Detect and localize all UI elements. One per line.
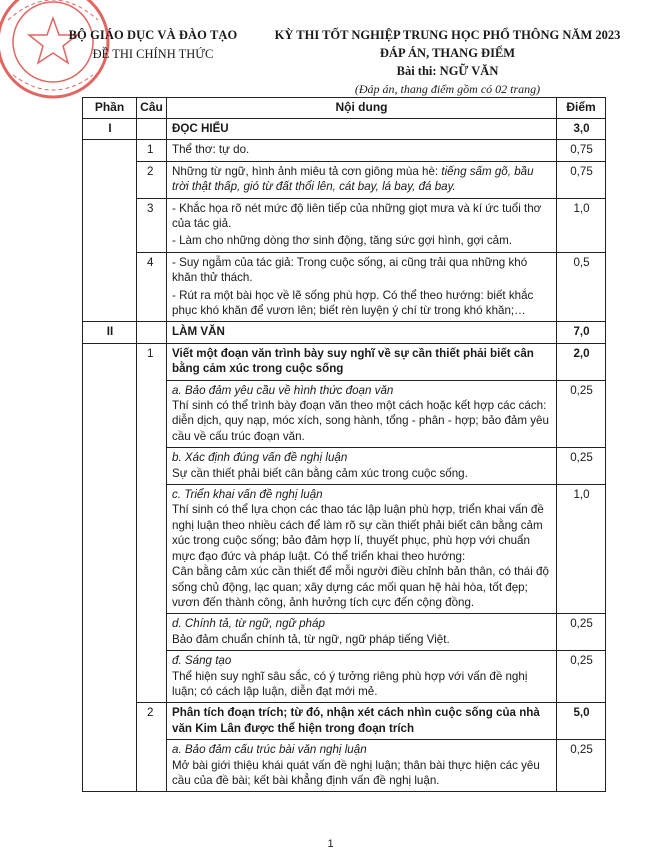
- section-score: 7,0: [557, 322, 606, 343]
- score: 0,25: [557, 380, 606, 448]
- exam-title: KỲ THI TỐT NGHIỆP TRUNG HỌC PHỔ THÔNG NĂM 2023: [274, 28, 621, 42]
- answer-text: Thể thơ: tự do.: [167, 140, 557, 161]
- answer-point: - Rút ra một bài học về lẽ sống phù hợp. Có thể theo hướng: biết khắc phục khó khăn để vươn lên; biết rèn luyện ý chí từ trong khó khăn;…: [172, 288, 534, 318]
- answer-point: - Suy ngẫm của tác giả: Trong cuộc sống, ai cũng trải qua những khó khăn thử thách.: [172, 255, 528, 285]
- section-row-reading: [83, 118, 606, 139]
- header-part: Phần: [83, 98, 137, 119]
- empty-cell: [137, 322, 167, 343]
- answer-lead: Những từ ngữ, hình ảnh miêu tả cơn giông mùa hè:: [172, 164, 442, 178]
- score: 0,25: [557, 740, 606, 792]
- table-header-row: [83, 98, 606, 119]
- answer-text: [167, 198, 557, 252]
- table-row: [83, 140, 606, 161]
- table-row: [83, 198, 606, 252]
- score: 0,75: [557, 140, 606, 161]
- criterion-heading: b. Xác định đúng vấn đề nghị luận: [172, 451, 348, 465]
- criterion: [167, 651, 557, 703]
- score: 0,25: [557, 448, 606, 485]
- table-row: [83, 703, 606, 740]
- section-title: LÀM VĂN: [167, 322, 557, 343]
- table-row: [83, 252, 606, 322]
- criterion-heading: a. Bảo đảm cấu trúc bài văn nghị luận: [172, 743, 367, 757]
- criterion-body: Bảo đảm chuẩn chính tả, từ ngữ, ngữ pháp tiếng Việt.: [172, 632, 450, 646]
- criterion: [167, 448, 557, 485]
- score: 5,0: [557, 703, 606, 740]
- question-number: 3: [137, 198, 167, 252]
- header-right: [250, 28, 645, 97]
- empty-cell: [83, 140, 137, 322]
- criterion-body: Thể hiện suy nghĩ sâu sắc, có ý tưởng riêng phù hợp với vấn đề nghị luận; có cách lập luận, diễn đạt mới mẻ.: [172, 669, 528, 698]
- criterion-body: Mở bài giới thiệu khái quát vấn đề nghị luận; thân bài thực hiện các yêu cầu của đề bài; kết bài khẳng định vấn đề nghị luận.: [172, 758, 540, 787]
- criterion: [167, 380, 557, 448]
- page-number: 1: [327, 838, 334, 850]
- score: 2,0: [557, 343, 606, 380]
- question-number: 2: [137, 703, 167, 792]
- criterion-body: Thí sinh có thể trình bày đoạn văn theo một cách hoặc kết hợp các cách: diễn dịch, quy nạp, móc xích, song hành, tổng - phân - hợp; bảo đảm yêu cầu về cấu trúc đoạn văn.: [172, 399, 549, 443]
- task-title: Viết một đoạn văn trình bày suy nghĩ về sự cần thiết phải biết cân bằng cảm xúc trong cuộc sống: [167, 343, 557, 380]
- criterion: [167, 614, 557, 651]
- answer-text: [167, 252, 557, 322]
- part-number: II: [83, 322, 137, 343]
- score: 0,75: [557, 161, 606, 198]
- question-number: 1: [137, 140, 167, 161]
- criterion-body: Thí sinh có thể lựa chọn các thao tác lập luận phù hợp, triển khai vấn đề nghị luận theo nhiều cách để làm rõ sự cần thiết phải biết cân bằng cảm xúc trong cuộc sống; bảo đảm hợp lí, thuyết phục, phù hợp với chuẩn mực đạo đức và pháp luật. Có thể triển khai theo hướng:: [172, 503, 544, 563]
- score: 0,5: [557, 252, 606, 322]
- criterion-body: Cân bằng cảm xúc cần thiết để mỗi người điều chỉnh bản thân, có thái độ sống chủ động, lạc quan; xây dựng các mối quan hệ hài hòa, tốt đẹp; vươn đến thành công, ảnh hưởng tích cực đến cộng đồng.: [172, 565, 549, 609]
- header-left: [58, 28, 248, 62]
- criterion: [167, 485, 557, 614]
- subject-title: Bài thi: NGỮ VĂN: [396, 64, 499, 78]
- header-content: Nội dung: [167, 98, 557, 119]
- answer-items: tiếng sấm gõ, bầu trời thật thấp, gió từ đất thổi lên, cát bay, lá bay, đá bay.: [172, 164, 534, 194]
- task-title: Phân tích đoạn trích; từ đó, nhận xét cách nhìn cuộc sống của nhà văn Kim Lân được thể hiện trong đoạn trích: [167, 703, 557, 740]
- criterion-heading: d. Chính tả, từ ngữ, ngữ pháp: [172, 617, 325, 631]
- score: 0,25: [557, 614, 606, 651]
- answer-point: - Làm cho những dòng thơ sinh động, tăng sức gợi hình, gợi cảm.: [172, 234, 512, 248]
- page-count-note: (Đáp án, thang điểm gồm có 02 trang): [354, 82, 541, 96]
- answer-title: ĐÁP ÁN, THANG ĐIỂM: [379, 46, 516, 60]
- criterion: [167, 740, 557, 792]
- score: 0,25: [557, 651, 606, 703]
- question-number: 2: [137, 161, 167, 198]
- header-score: Điểm: [557, 98, 606, 119]
- question-number: 4: [137, 252, 167, 322]
- score: 1,0: [557, 485, 606, 614]
- criterion-heading: đ. Sáng tạo: [172, 654, 232, 668]
- official-label: ĐỀ THI CHÍNH THỨC: [92, 47, 214, 61]
- header-question: Câu: [137, 98, 167, 119]
- score: 1,0: [557, 198, 606, 252]
- criterion-body: Sự cần thiết phải biết cân bằng cảm xúc trong cuộc sống.: [172, 466, 468, 480]
- section-score: 3,0: [557, 118, 606, 139]
- criterion-heading: a. Bảo đảm yêu cầu về hình thức đoạn văn: [172, 383, 394, 397]
- answer-table: [82, 97, 606, 792]
- part-number: I: [83, 118, 137, 139]
- question-number: 1: [137, 343, 167, 703]
- answer-point: - Khắc họa rõ nét mức độ liên tiếp của những giọt mưa và kí ức tuổi thơ của tác giả.: [172, 201, 542, 230]
- table-row: [83, 343, 606, 380]
- ministry-name: BỘ GIÁO DỤC VÀ ĐÀO TẠO: [68, 28, 238, 42]
- section-row-writing: [83, 322, 606, 343]
- empty-cell: [137, 118, 167, 139]
- empty-cell: [83, 343, 137, 792]
- table-row: [83, 161, 606, 198]
- answer-text: [167, 161, 557, 198]
- criterion-heading: c. Triển khai vấn đề nghị luận: [172, 488, 323, 502]
- section-title: ĐỌC HIỂU: [167, 118, 557, 139]
